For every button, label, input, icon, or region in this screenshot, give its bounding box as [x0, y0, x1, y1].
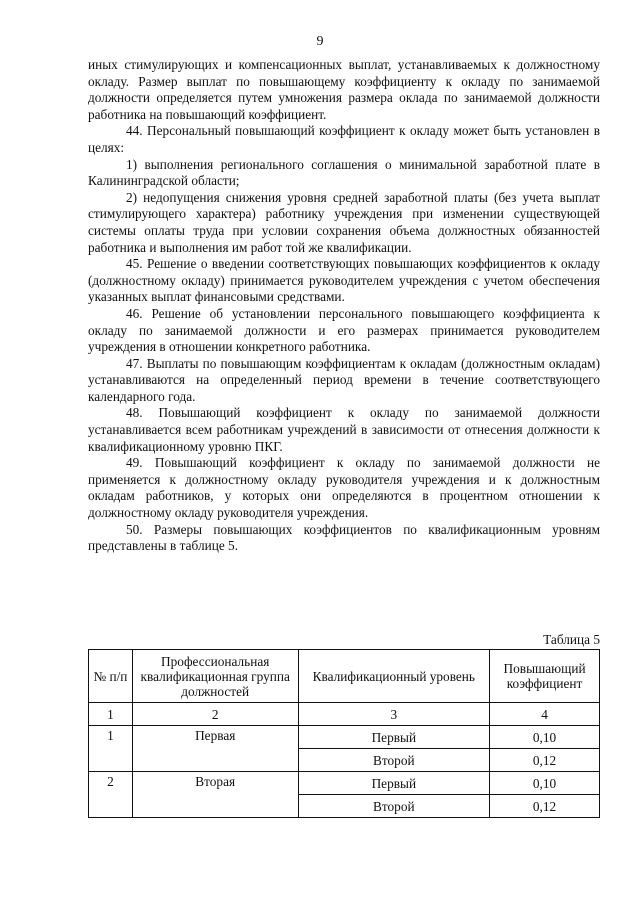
group-number-cell: 2 [89, 772, 133, 818]
paragraph: 1) выполнения регионального соглашения о минимальной заработной плате в Калининградской области; [88, 156, 600, 189]
paragraph: 47. Выплаты по повышающим коэффициентам к окладам (должностным окладам) устанавливаются на определенный период времени в течение соответствующего календарного года. [88, 355, 600, 404]
column-number: 4 [490, 703, 600, 726]
paragraph: 44. Персональный повышающий коэффициент к окладу может быть установлен в целях: [88, 123, 600, 155]
document-body [88, 57, 600, 555]
group-name-cell: Первая [132, 726, 298, 772]
header-coefficient: Повышающий коэффициент [490, 650, 600, 703]
table-row [89, 772, 600, 795]
group-number-cell: 1 [89, 726, 133, 772]
level-cell: Второй [298, 749, 490, 772]
paragraph: 48. Повышающий коэффициент к окладу по занимаемой должности устанавливается всем работникам учреждений в зависимости от отнесения должности к квалификационному уровню ПКГ. [88, 405, 600, 454]
table-row [89, 726, 600, 749]
header-group: Профессиональная квалификационная группа должностей [132, 650, 298, 703]
column-number: 2 [132, 703, 298, 726]
paragraph: 45. Решение о введении соответствующих повышающих коэффициентов к окладу (должностному окладу) принимается руководителем учреждения с учетом обеспечения указанных выплат финансовыми средствами. [88, 256, 600, 305]
table-header-row [89, 650, 600, 703]
paragraph: 50. Размеры повышающих коэффициентов по квалификационным уровням представлены в таблице 5. [88, 521, 600, 554]
header-number: № п/п [89, 650, 133, 703]
level-cell: Второй [298, 795, 490, 818]
level-cell: Первый [298, 772, 490, 795]
column-number: 1 [89, 703, 133, 726]
paragraph: 49. Повышающий коэффициент к окладу по занимаемой должности не применяется к должностному окладу руководителя учреждения и к должностным окладам работников, у которых они определяются в процентном отношении к должностному окладу руководителя учреждения. [88, 455, 600, 521]
coefficient-cell: 0,12 [490, 795, 600, 818]
paragraph: 2) недопущения снижения уровня средней заработной платы (без учета выплат стимулирующего характера) работнику учреждения при изменении существующей системы оплаты труда при условии сохранения объема должностных обязанностей работника и выполнения им работ той же квалификации. [88, 189, 600, 255]
coefficient-cell: 0,10 [490, 726, 600, 749]
column-number: 3 [298, 703, 490, 726]
page-number: 9 [316, 34, 324, 49]
table-column-numbers-row [89, 703, 600, 726]
paragraph: 46. Решение об установлении персонального повышающего коэффициента к окладу по занимаемой должности и его размерах принимается руководителем учреждения в отношении конкретного работника. [88, 305, 600, 355]
coefficients-table [88, 649, 600, 818]
coefficient-cell: 0,10 [490, 772, 600, 795]
group-name-cell: Вторая [132, 772, 298, 818]
table-caption: Таблица 5 [543, 632, 600, 647]
paragraph: иных стимулирующих и компенсационных выплат, устанавливаемых к должностному окладу. Размер выплат по повышающему коэффициенту к окладу по занимаемой должности определяется путем умножения размера оклада по занимаемой должности работника на повышающий коэффициент. [88, 57, 600, 122]
header-level: Квалификационный уровень [298, 650, 490, 703]
level-cell: Первый [298, 726, 490, 749]
coefficient-cell: 0,12 [490, 749, 600, 772]
